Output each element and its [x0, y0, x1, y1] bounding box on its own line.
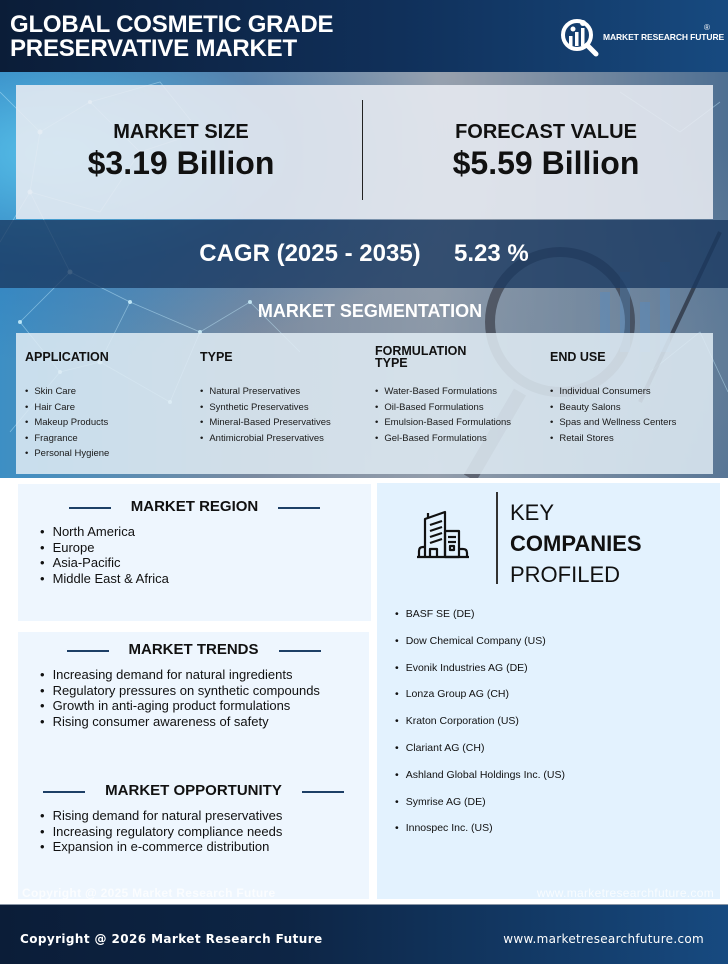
segment-item: • Personal Hygiene	[25, 446, 109, 462]
market-region-card	[18, 484, 371, 621]
segment-heading: TYPE	[200, 350, 233, 364]
segment-heading: END USE	[550, 350, 606, 364]
company-item: • Lonza Group AG (CH)	[395, 681, 565, 708]
forecast-value-stat	[381, 121, 711, 181]
segment-item: • Hair Care	[25, 400, 109, 416]
trend-item: • Increasing demand for natural ingredients	[40, 667, 320, 683]
company-item: • Innospec Inc. (US)	[395, 815, 565, 842]
segment-item: • Beauty Salons	[550, 400, 676, 416]
company-item: • Ashland Global Holdings Inc. (US)	[395, 762, 565, 789]
region-item: • Asia-Pacific	[40, 555, 169, 571]
segment-item: • Spas and Wellness Centers	[550, 415, 676, 431]
market-opportunity-title: MARKET OPPORTUNITY	[85, 782, 302, 799]
footer	[0, 904, 728, 964]
segmentation-title: MARKET SEGMENTATION	[257, 301, 483, 321]
market-size-stat	[16, 121, 346, 181]
region-list	[40, 524, 169, 586]
trend-item: • Rising consumer awareness of safety	[40, 714, 320, 730]
company-list	[395, 601, 565, 842]
segment-heading: APPLICATION	[25, 350, 109, 364]
segment-list	[25, 384, 109, 462]
card-title-row	[18, 498, 371, 516]
market-region-title: MARKET REGION	[111, 498, 279, 515]
card-title-row	[18, 641, 369, 659]
key-divider	[496, 492, 498, 584]
company-item: • Dow Chemical Company (US)	[395, 628, 565, 655]
region-item: • Europe	[40, 540, 169, 556]
hero-section	[0, 72, 728, 478]
segment-list	[200, 384, 331, 446]
page-title	[10, 13, 333, 61]
opportunity-item: • Rising demand for natural preservatives	[40, 808, 282, 824]
market-size-value: $3.19 Billion	[87, 145, 275, 181]
opportunity-list	[40, 808, 282, 855]
segment-heading-line: FORMULATION	[375, 344, 467, 358]
company-item: • Symrise AG (DE)	[395, 789, 565, 816]
region-item: • Middle East & Africa	[40, 571, 169, 587]
market-value-panel	[16, 85, 713, 219]
building-icon	[415, 509, 471, 561]
region-item: • North America	[40, 524, 169, 540]
logo-text: MARKET RESEARCH FUTURE	[603, 32, 725, 42]
segment-item: • Mineral-Based Preservatives	[200, 415, 331, 431]
segment-heading	[375, 345, 466, 369]
segment-item: • Fragrance	[25, 431, 109, 447]
title-line-2: PRESERVATIVE MARKET	[10, 35, 297, 62]
trends-opportunity-card	[18, 632, 369, 899]
company-item: • Kraton Corporation (US)	[395, 708, 565, 735]
segment-item: • Gel-Based Formulations	[375, 431, 511, 447]
key-title-line: KEY	[510, 500, 555, 525]
segment-item: • Retail Stores	[550, 431, 676, 447]
footer-copyright: Copyright @ 2026 Market Research Future	[20, 932, 323, 946]
ghost-copyright-text: Copyright @ 2025 Market Research Future	[22, 886, 276, 900]
segment-list	[550, 384, 676, 446]
registered-mark: ®	[704, 23, 710, 32]
stat-divider	[362, 100, 363, 200]
key-title-line: COMPANIES	[510, 531, 642, 556]
key-companies-card	[377, 483, 720, 899]
segment-list	[375, 384, 511, 446]
segment-item: • Skin Care	[25, 384, 109, 400]
segment-item: • Synthetic Preservatives	[200, 400, 331, 416]
opportunity-item: • Increasing regulatory compliance needs	[40, 824, 282, 840]
card-title-row	[18, 782, 369, 800]
market-trends-title: MARKET TRENDS	[109, 641, 279, 658]
opportunity-item: • Expansion in e-commerce distribution	[40, 839, 282, 855]
company-item: • BASF SE (DE)	[395, 601, 565, 628]
cagr-text: CAGR (2025 - 2035) 5.23 %	[199, 240, 529, 267]
title-line-1: GLOBAL COSMETIC GRADE	[10, 11, 334, 38]
cagr-band	[0, 220, 728, 288]
magnifier-chart-icon	[560, 16, 602, 58]
segmentation-panel	[16, 333, 713, 474]
company-item: • Evonik Industries AG (DE)	[395, 655, 565, 682]
segment-item: • Antimicrobial Preservatives	[200, 431, 331, 447]
trends-list	[40, 667, 320, 729]
ghost-website-text: www.marketresearchfuture.com	[536, 886, 714, 900]
trend-item: • Regulatory pressures on synthetic compounds	[40, 683, 320, 699]
mrf-logo[interactable]	[560, 16, 725, 58]
segment-item: • Individual Consumers	[550, 384, 676, 400]
segment-item: • Makeup Products	[25, 415, 109, 431]
forecast-value-label: FORECAST VALUE	[455, 121, 637, 143]
segment-item: • Emulsion-Based Formulations	[375, 415, 511, 431]
footer-website-link[interactable]: www.marketresearchfuture.com	[503, 932, 704, 946]
trend-item: • Growth in anti-aging product formulations	[40, 698, 320, 714]
segment-item: • Natural Preservatives	[200, 384, 331, 400]
forecast-value-value: $5.59 Billion	[452, 145, 640, 181]
segment-heading-line: TYPE	[375, 356, 408, 370]
company-item: • Clariant AG (CH)	[395, 735, 565, 762]
segment-item: • Oil-Based Formulations	[375, 400, 511, 416]
segment-item: • Water-Based Formulations	[375, 384, 511, 400]
key-companies-title	[510, 497, 642, 590]
market-size-label: MARKET SIZE	[113, 121, 249, 143]
key-title-line: PROFILED	[510, 562, 621, 587]
header-banner	[0, 0, 728, 72]
